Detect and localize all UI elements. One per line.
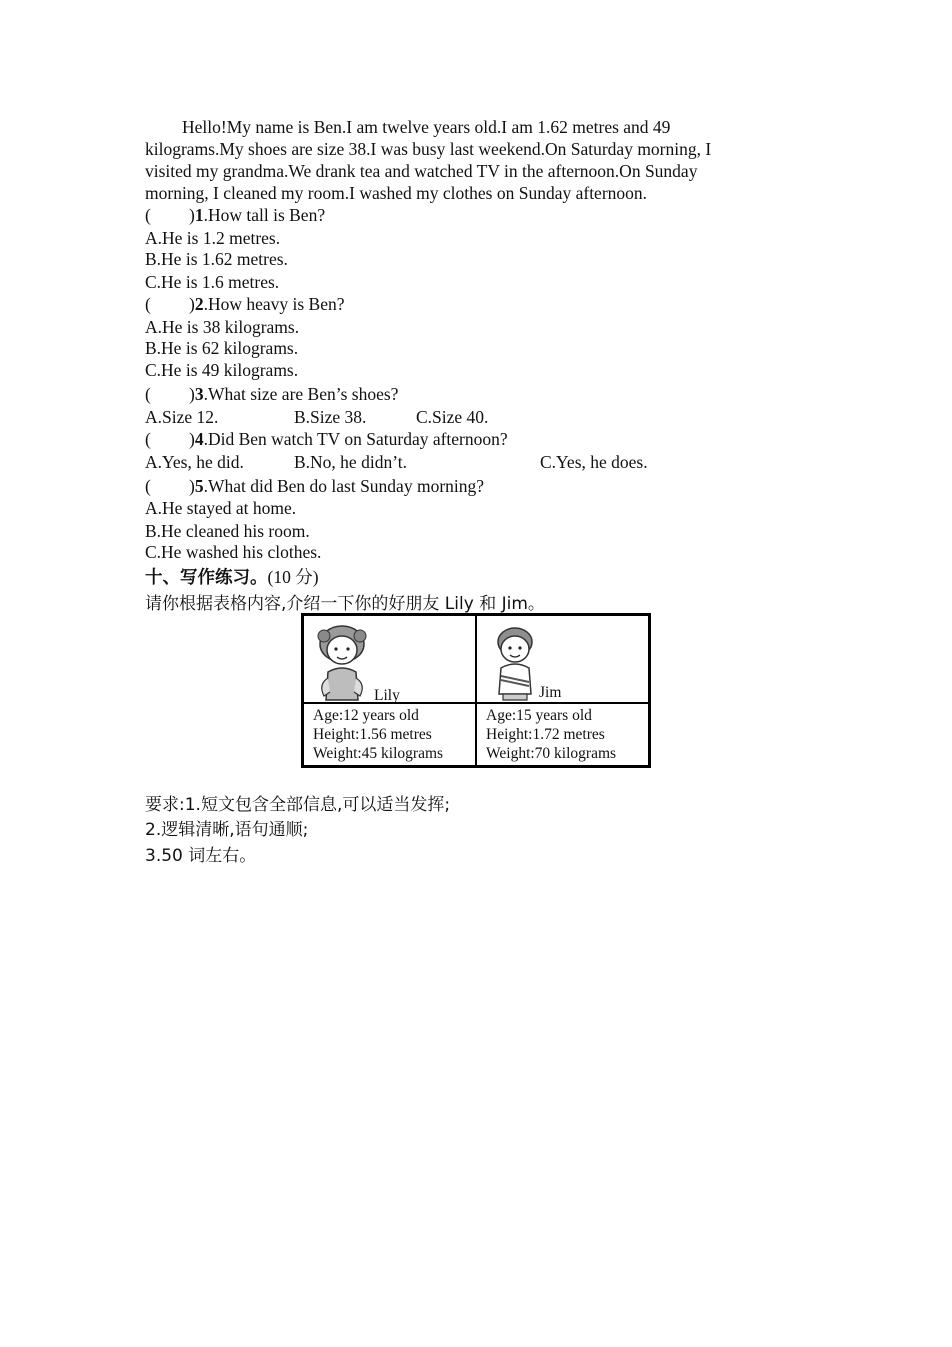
requirement-3: 3.50 词左右。 — [145, 846, 257, 866]
option-b: B.He is 1.62 metres. — [145, 249, 288, 269]
question-number: 3 — [194, 384, 204, 404]
option-c: C.Size 40. — [416, 407, 489, 427]
jim-height: Height:1.72 metres — [486, 726, 605, 743]
question-text: .Did Ben watch TV on Saturday afternoon? — [203, 429, 508, 449]
option-c: C.He is 1.6 metres. — [145, 272, 280, 292]
answer-blank[interactable]: ( — [145, 294, 151, 314]
option-a: A.He is 1.2 metres. — [145, 228, 281, 248]
option-b: B.He cleaned his room. — [145, 521, 310, 541]
option-a: A.He is 38 kilograms. — [145, 317, 300, 337]
question-text: .What did Ben do last Sunday morning? — [203, 476, 485, 496]
option-c: C.He washed his clothes. — [145, 542, 322, 562]
option-c: C.He is 49 kilograms. — [145, 360, 299, 380]
option-b: B.No, he didn’t. — [294, 452, 407, 472]
writing-instruction: 请你根据表格内容,介绍一下你的好朋友 Lily 和 Jim。 — [145, 594, 545, 614]
lily-weight: Weight:45 kilograms — [313, 745, 444, 762]
section-heading: 十、写作练习。(10 分) — [145, 567, 319, 588]
answer-blank[interactable]: ( — [145, 384, 151, 404]
jim-picture-cell — [476, 615, 650, 704]
question-text: .What size are Ben’s shoes? — [203, 384, 399, 404]
option-a: A.Size 12. — [145, 407, 219, 427]
section-points: (10 分) — [267, 567, 319, 587]
question-number: 4 — [194, 429, 204, 449]
friends-info-table — [301, 613, 651, 768]
question-1: ( )1.How tall is Ben? — [145, 205, 326, 225]
passage-line: visited my grandma.We drank tea and watched TV in the afternoon.On Sunday — [145, 161, 698, 181]
option-b: B.Size 38. — [294, 407, 367, 427]
answer-blank[interactable]: ( — [145, 476, 151, 496]
option-a: A.He stayed at home. — [145, 498, 297, 518]
option-a: A.Yes, he did. — [145, 452, 244, 472]
lily-name: Lily — [374, 687, 400, 704]
question-2: ( )2.How heavy is Ben? — [145, 294, 345, 314]
option-c: C.Yes, he does. — [540, 452, 648, 472]
jim-age: Age:15 years old — [486, 707, 592, 724]
question-4: ( )4.Did Ben watch TV on Saturday afternoon? — [145, 429, 508, 449]
passage-line: morning, I cleaned my room.I washed my clothes on Sunday afternoon. — [145, 183, 648, 203]
question-text: .How tall is Ben? — [203, 205, 326, 225]
lily-age: Age:12 years old — [313, 707, 419, 724]
question-text: .How heavy is Ben? — [203, 294, 345, 314]
reading-passage — [145, 116, 775, 204]
question-number: 1 — [194, 205, 204, 225]
lily-picture-cell — [303, 615, 477, 704]
requirement-1: 要求:1.短文包含全部信息,可以适当发挥; — [145, 795, 451, 815]
boy-illustration — [485, 622, 545, 702]
lily-facts — [303, 703, 477, 767]
answer-blank[interactable]: ( — [145, 205, 151, 225]
answer-blank[interactable]: ( — [145, 429, 151, 449]
lily-height: Height:1.56 metres — [313, 726, 432, 743]
question-number: 5 — [194, 476, 204, 496]
jim-facts — [476, 703, 650, 767]
question-number: 2 — [194, 294, 204, 314]
requirement-2: 2.逻辑清晰,语句通顺; — [145, 820, 309, 840]
girl-illustration — [312, 622, 372, 702]
jim-weight: Weight:70 kilograms — [486, 745, 617, 762]
jim-name: Jim — [539, 684, 562, 701]
passage-line: kilograms.My shoes are size 38.I was busy last weekend.On Saturday morning, I — [145, 139, 712, 159]
question-5: ( )5.What did Ben do last Sunday morning? — [145, 476, 485, 496]
passage-line: Hello!My name is Ben.I am twelve years old.I am 1.62 metres and 49 — [182, 117, 671, 137]
question-3: ( )3.What size are Ben’s shoes? — [145, 384, 399, 404]
option-b: B.He is 62 kilograms. — [145, 338, 299, 358]
